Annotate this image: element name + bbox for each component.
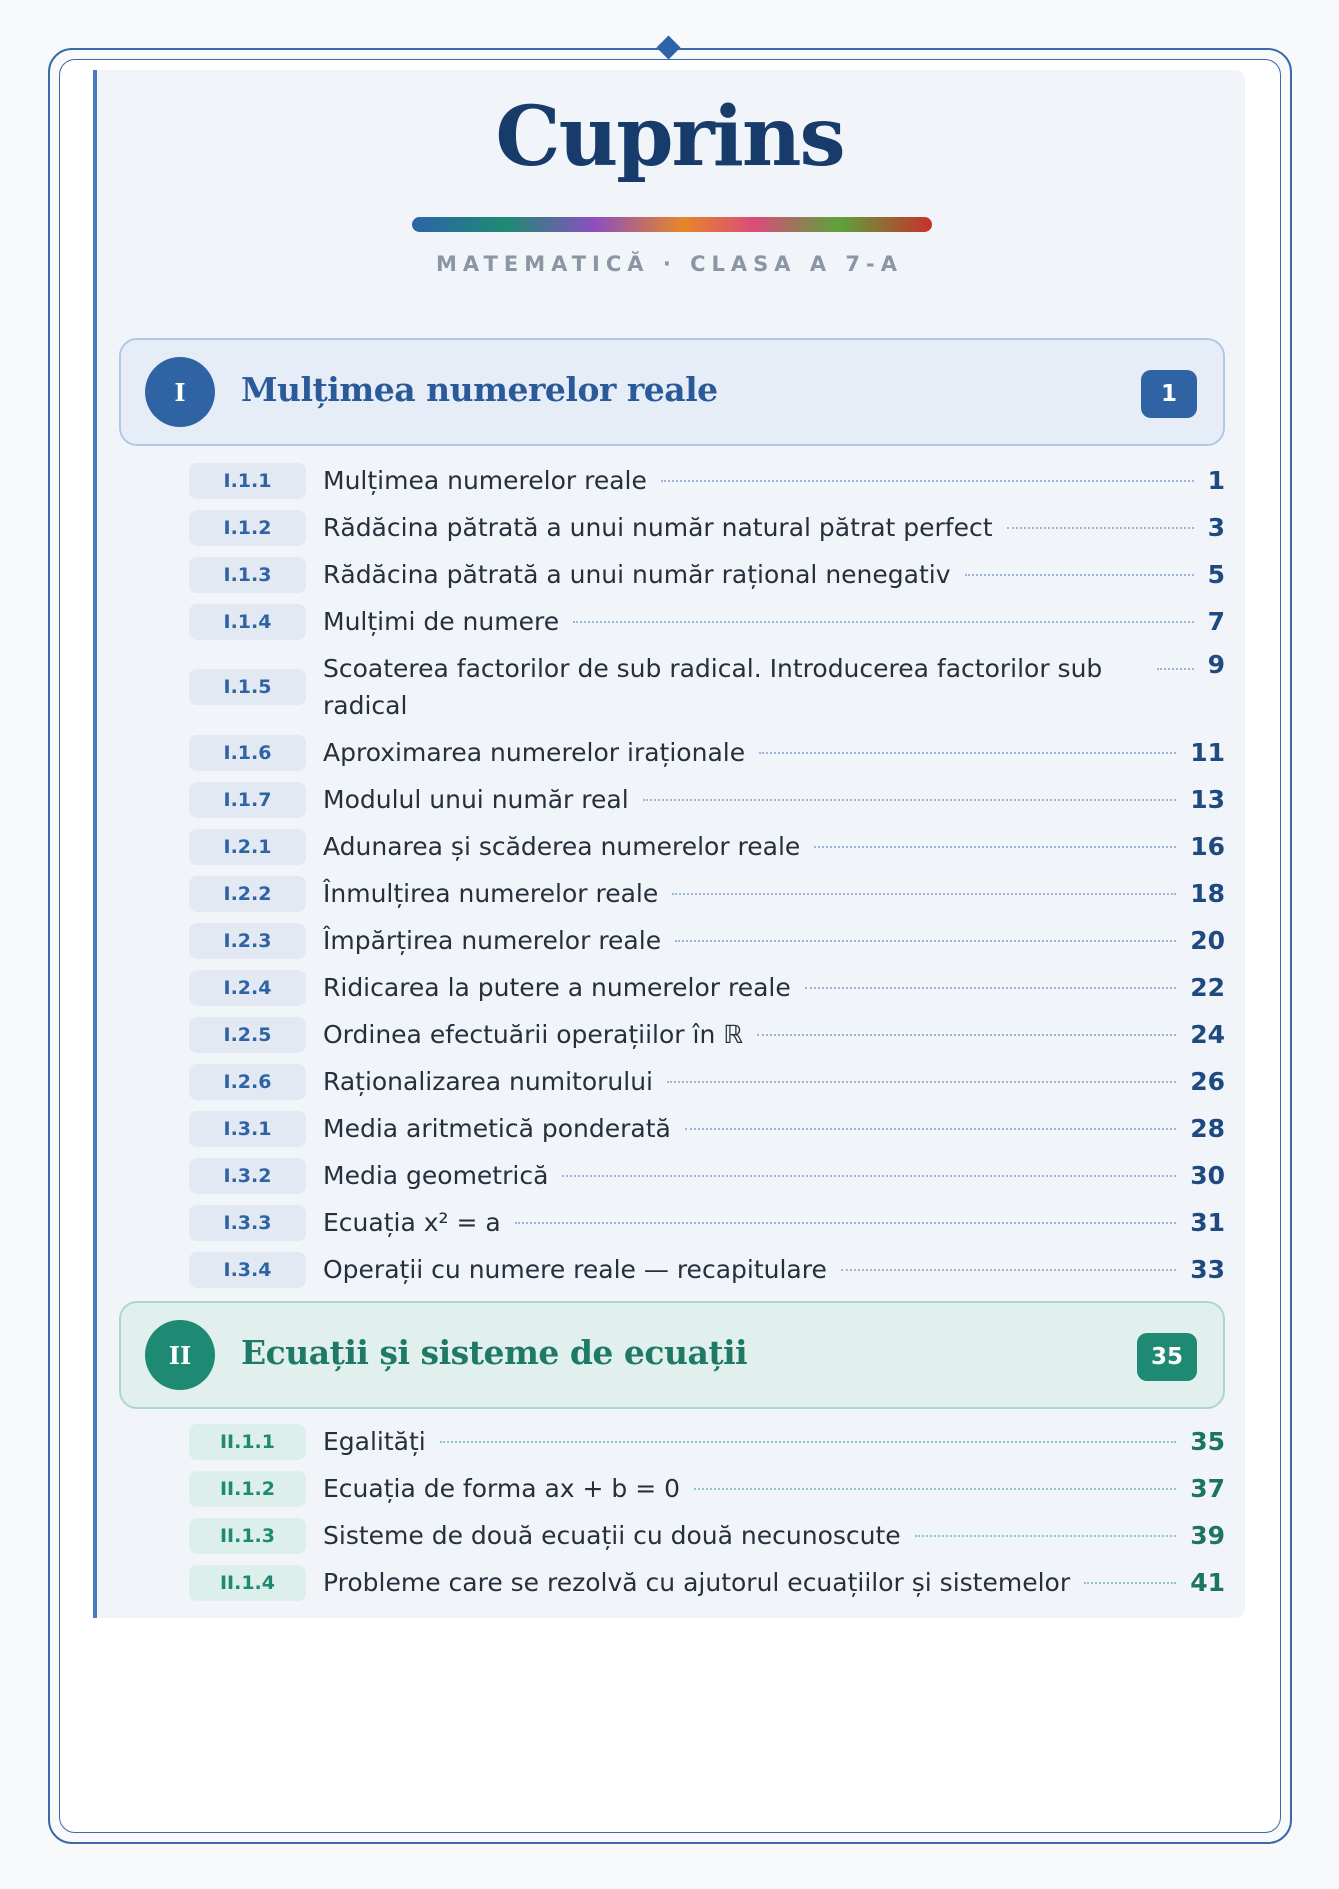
lesson-page-number: 20 [1190, 926, 1225, 955]
lesson-page-number: 35 [1190, 1427, 1225, 1456]
lesson-code-badge: I.1.4 [189, 604, 306, 640]
lesson-code-badge: I.1.1 [189, 463, 306, 499]
dotted-leader [672, 893, 1176, 895]
toc-entry[interactable] [189, 1063, 1225, 1100]
toc-entry[interactable] [189, 1157, 1225, 1194]
lesson-code-badge: II.1.4 [189, 1565, 306, 1601]
chapter-title: Ecuații și sisteme de ecuații [241, 1333, 748, 1372]
dotted-leader [841, 1269, 1176, 1271]
toc-entry[interactable] [189, 1110, 1225, 1147]
lesson-code-badge: I.3.1 [189, 1111, 306, 1147]
dotted-leader [965, 574, 1194, 576]
chapter-title: Mulțimea numerelor reale [241, 370, 718, 409]
toc-entry[interactable] [189, 650, 1225, 724]
toc-entry[interactable] [189, 603, 1225, 640]
dotted-leader [573, 621, 1194, 623]
lesson-page-number: 24 [1190, 1020, 1225, 1049]
lesson-title: Media aritmetică ponderată [323, 1114, 671, 1143]
chapter-header-1[interactable] [119, 338, 1225, 446]
dotted-leader [643, 799, 1177, 801]
lesson-code-badge: I.2.6 [189, 1064, 306, 1100]
toc-entry[interactable] [189, 509, 1225, 546]
lesson-code-badge: I.3.2 [189, 1158, 306, 1194]
toc-entry[interactable] [189, 828, 1225, 865]
dotted-leader [562, 1175, 1176, 1177]
lesson-title: Probleme care se rezolvă cu ajutorul ecuațiilor și sistemelor [323, 1568, 1071, 1597]
chapter-page-badge: 1 [1141, 370, 1197, 418]
dotted-leader [757, 1034, 1176, 1036]
dotted-leader [661, 480, 1194, 482]
lesson-page-number: 5 [1207, 560, 1225, 589]
lesson-page-number: 28 [1190, 1114, 1225, 1143]
chapter-page-badge: 35 [1137, 1333, 1197, 1381]
lesson-code-badge: II.1.1 [189, 1424, 306, 1460]
lesson-code-badge: II.1.3 [189, 1518, 306, 1554]
lesson-page-number: 41 [1190, 1568, 1225, 1597]
toc-entry[interactable] [189, 556, 1225, 593]
lesson-code-badge: I.3.4 [189, 1252, 306, 1288]
lesson-page-number: 31 [1190, 1208, 1225, 1237]
lesson-code-badge: I.1.7 [189, 782, 306, 818]
dotted-leader [515, 1222, 1177, 1224]
dotted-leader [675, 940, 1176, 942]
toc-entry[interactable] [189, 734, 1225, 771]
lesson-page-number: 33 [1190, 1255, 1225, 1284]
toc-entry[interactable] [189, 1470, 1225, 1507]
lesson-title: Ordinea efectuării operațiilor în ℝ [323, 1020, 744, 1049]
dotted-leader [1157, 668, 1194, 670]
lesson-page-number: 11 [1190, 738, 1225, 767]
lesson-code-badge: I.1.2 [189, 510, 306, 546]
lesson-title: Raționalizarea numitorului [323, 1067, 654, 1096]
toc-entry[interactable] [189, 1204, 1225, 1241]
lesson-page-number: 37 [1190, 1474, 1225, 1503]
lesson-page-number: 22 [1190, 973, 1225, 1002]
lesson-title: Împărțirea numerelor reale [323, 926, 662, 955]
toc-entry[interactable] [189, 1423, 1225, 1460]
lesson-title: Înmulțirea numerelor reale [323, 879, 659, 908]
chapter-1-lessons [189, 462, 1225, 1298]
lesson-title: Adunarea și scăderea numerelor reale [323, 832, 801, 861]
lesson-code-badge: I.2.5 [189, 1017, 306, 1053]
lesson-title: Scoaterea factorilor de sub radical. Introducerea factorilor sub radical [323, 654, 1103, 720]
lesson-page-number: 18 [1190, 879, 1225, 908]
dotted-leader [694, 1488, 1176, 1490]
lesson-title: Ecuația de forma ax + b = 0 [323, 1474, 681, 1503]
lesson-title: Operații cu numere reale — recapitulare [323, 1255, 827, 1284]
lesson-page-number: 1 [1207, 466, 1225, 495]
lesson-title: Mulțimi de numere [323, 607, 560, 636]
lesson-title: Aproximarea numerelor iraționale [323, 738, 746, 767]
toc-entry[interactable] [189, 875, 1225, 912]
lesson-code-badge: I.1.5 [189, 669, 306, 705]
lesson-code-badge: I.2.2 [189, 876, 306, 912]
lesson-code-badge: I.1.6 [189, 735, 306, 771]
lesson-page-number: 13 [1190, 785, 1225, 814]
lesson-code-badge: I.2.4 [189, 970, 306, 1006]
dotted-leader [1084, 1582, 1176, 1584]
lesson-page-number: 3 [1207, 513, 1225, 542]
dotted-leader [440, 1441, 1176, 1443]
chapter-numeral-badge: I [145, 357, 215, 427]
lesson-title: Sisteme de două ecuații cu două necunoscute [323, 1521, 901, 1550]
lesson-title: Ecuația x² = a [323, 1208, 501, 1237]
chapter-numeral-badge: II [145, 1320, 215, 1390]
dotted-leader [667, 1081, 1176, 1083]
lesson-title: Egalități [323, 1427, 426, 1456]
lesson-page-number: 16 [1190, 832, 1225, 861]
lesson-page-number: 39 [1190, 1521, 1225, 1550]
dotted-leader [759, 752, 1176, 754]
dotted-leader [805, 987, 1176, 989]
chapter-2-lessons [189, 1423, 1225, 1611]
dotted-leader [685, 1128, 1176, 1130]
page-subtitle: MATEMATICĂ · CLASA A 7-A [436, 252, 903, 276]
toc-entry[interactable] [189, 1564, 1225, 1601]
dotted-leader [915, 1535, 1177, 1537]
lesson-page-number: 26 [1190, 1067, 1225, 1096]
lesson-title: Modulul unui număr real [323, 785, 629, 814]
toc-entry[interactable] [189, 922, 1225, 959]
dotted-leader [1007, 527, 1194, 529]
lesson-title: Rădăcina pătrată a unui număr natural pătrat perfect [323, 513, 993, 542]
toc-entry[interactable] [189, 462, 1225, 499]
toc-entry[interactable] [189, 969, 1225, 1006]
toc-entry[interactable] [189, 1016, 1225, 1053]
toc-entry[interactable] [189, 1251, 1225, 1288]
lesson-page-number: 7 [1207, 607, 1225, 636]
lesson-title: Rădăcina pătrată a unui număr rațional nenegativ [323, 560, 951, 589]
toc-entry[interactable] [189, 781, 1225, 818]
dotted-leader [814, 846, 1176, 848]
lesson-code-badge: I.2.1 [189, 829, 306, 865]
lesson-page-number: 30 [1190, 1161, 1225, 1190]
lesson-title: Ridicarea la putere a numerelor reale [323, 973, 791, 1002]
lesson-code-badge: I.3.3 [189, 1205, 306, 1241]
lesson-code-badge: II.1.2 [189, 1471, 306, 1507]
lesson-page-number: 9 [1207, 650, 1225, 679]
lesson-title: Mulțimea numerelor reale [323, 466, 647, 495]
rainbow-divider [412, 217, 932, 232]
lesson-code-badge: I.2.3 [189, 923, 306, 959]
lesson-code-badge: I.1.3 [189, 557, 306, 593]
chapter-header-2[interactable] [119, 1301, 1225, 1409]
toc-entry[interactable] [189, 1517, 1225, 1554]
page-title: Cuprins [495, 89, 844, 185]
lesson-title: Media geometrică [323, 1161, 549, 1190]
